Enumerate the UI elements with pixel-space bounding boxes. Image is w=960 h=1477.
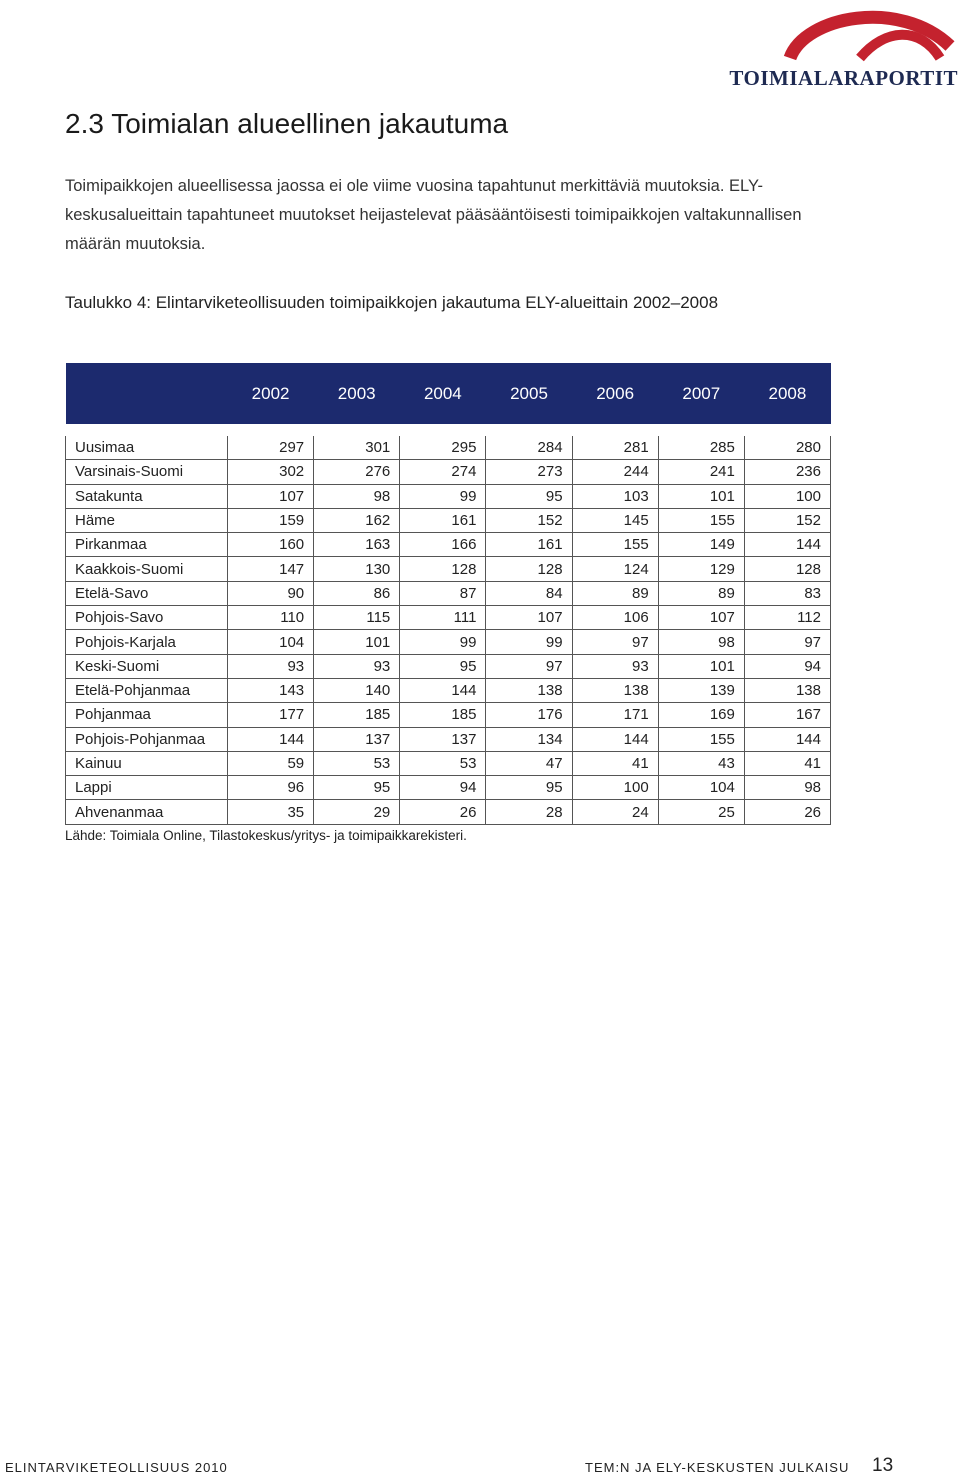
value-cell: 26 (400, 800, 486, 824)
region-cell: Uusimaa (66, 430, 228, 460)
year-header: 2003 (314, 363, 400, 430)
region-cell: Etelä-Savo (66, 581, 228, 605)
value-cell: 297 (228, 430, 314, 460)
value-cell: 128 (486, 557, 572, 581)
value-cell: 107 (228, 484, 314, 508)
value-cell: 241 (658, 460, 744, 484)
value-cell: 281 (572, 430, 658, 460)
value-cell: 144 (744, 727, 830, 751)
value-cell: 96 (228, 776, 314, 800)
value-cell: 111 (400, 606, 486, 630)
value-cell: 93 (572, 654, 658, 678)
table-row (66, 460, 831, 484)
value-cell: 101 (658, 654, 744, 678)
value-cell: 129 (658, 557, 744, 581)
value-cell: 89 (658, 581, 744, 605)
value-cell: 185 (314, 703, 400, 727)
logo-text: TOIMIALARAPORTIT (729, 66, 958, 90)
value-cell: 134 (486, 727, 572, 751)
value-cell: 43 (658, 751, 744, 775)
value-cell: 98 (658, 630, 744, 654)
table-row (66, 751, 831, 775)
value-cell: 284 (486, 430, 572, 460)
table-row (66, 484, 831, 508)
region-cell: Kainuu (66, 751, 228, 775)
value-cell: 161 (486, 533, 572, 557)
region-cell: Etelä-Pohjanmaa (66, 678, 228, 702)
value-cell: 144 (572, 727, 658, 751)
value-cell: 104 (658, 776, 744, 800)
value-cell: 280 (744, 430, 830, 460)
value-cell: 100 (572, 776, 658, 800)
value-cell: 159 (228, 508, 314, 532)
region-cell: Pohjois-Pohjanmaa (66, 727, 228, 751)
value-cell: 176 (486, 703, 572, 727)
value-cell: 93 (228, 654, 314, 678)
table-row (66, 557, 831, 581)
table-body (66, 430, 831, 824)
region-cell: Ahvenanmaa (66, 800, 228, 824)
value-cell: 171 (572, 703, 658, 727)
value-cell: 140 (314, 678, 400, 702)
value-cell: 90 (228, 581, 314, 605)
value-cell: 95 (314, 776, 400, 800)
region-cell: Keski-Suomi (66, 654, 228, 678)
value-cell: 274 (400, 460, 486, 484)
value-cell: 29 (314, 800, 400, 824)
red-arc-emblem-icon (750, 6, 960, 62)
value-cell: 98 (744, 776, 830, 800)
year-header: 2004 (400, 363, 486, 430)
table-header (66, 363, 831, 430)
value-cell: 138 (572, 678, 658, 702)
value-cell: 163 (314, 533, 400, 557)
value-cell: 143 (228, 678, 314, 702)
value-cell: 41 (572, 751, 658, 775)
header-corner-cell (66, 363, 228, 430)
value-cell: 276 (314, 460, 400, 484)
value-cell: 107 (486, 606, 572, 630)
value-cell: 144 (228, 727, 314, 751)
value-cell: 53 (400, 751, 486, 775)
footer-publication-title: ELINTARVIKETEOLLISUUS 2010 (5, 1460, 228, 1475)
value-cell: 236 (744, 460, 830, 484)
value-cell: 25 (658, 800, 744, 824)
value-cell: 95 (400, 654, 486, 678)
value-cell: 155 (658, 508, 744, 532)
value-cell: 145 (572, 508, 658, 532)
year-header: 2008 (744, 363, 830, 430)
value-cell: 301 (314, 430, 400, 460)
value-cell: 167 (744, 703, 830, 727)
value-cell: 87 (400, 581, 486, 605)
value-cell: 166 (400, 533, 486, 557)
value-cell: 28 (486, 800, 572, 824)
region-cell: Pirkanmaa (66, 533, 228, 557)
value-cell: 99 (400, 484, 486, 508)
value-cell: 86 (314, 581, 400, 605)
value-cell: 149 (658, 533, 744, 557)
region-cell: Satakunta (66, 484, 228, 508)
value-cell: 89 (572, 581, 658, 605)
value-cell: 177 (228, 703, 314, 727)
value-cell: 106 (572, 606, 658, 630)
value-cell: 161 (400, 508, 486, 532)
value-cell: 137 (314, 727, 400, 751)
value-cell: 101 (658, 484, 744, 508)
table-row (66, 800, 831, 824)
table-row (66, 606, 831, 630)
region-cell: Pohjanmaa (66, 703, 228, 727)
region-cell: Pohjois-Karjala (66, 630, 228, 654)
value-cell: 128 (400, 557, 486, 581)
value-cell: 98 (314, 484, 400, 508)
value-cell: 94 (400, 776, 486, 800)
value-cell: 169 (658, 703, 744, 727)
value-cell: 162 (314, 508, 400, 532)
table-row (66, 533, 831, 557)
value-cell: 24 (572, 800, 658, 824)
value-cell: 160 (228, 533, 314, 557)
table-row (66, 581, 831, 605)
value-cell: 144 (400, 678, 486, 702)
table-row (66, 703, 831, 727)
page-number: 13 (872, 1455, 894, 1476)
value-cell: 115 (314, 606, 400, 630)
value-cell: 124 (572, 557, 658, 581)
value-cell: 139 (658, 678, 744, 702)
value-cell: 144 (744, 533, 830, 557)
table-row (66, 776, 831, 800)
value-cell: 53 (314, 751, 400, 775)
table-row (66, 508, 831, 532)
value-cell: 95 (486, 484, 572, 508)
value-cell: 99 (400, 630, 486, 654)
value-cell: 147 (228, 557, 314, 581)
value-cell: 99 (486, 630, 572, 654)
value-cell: 94 (744, 654, 830, 678)
logo-arc-inner (860, 35, 940, 58)
value-cell: 273 (486, 460, 572, 484)
value-cell: 155 (658, 727, 744, 751)
year-header: 2002 (228, 363, 314, 430)
establishments-table (65, 363, 831, 825)
value-cell: 295 (400, 430, 486, 460)
value-cell: 138 (744, 678, 830, 702)
value-cell: 26 (744, 800, 830, 824)
value-cell: 138 (486, 678, 572, 702)
value-cell: 59 (228, 751, 314, 775)
value-cell: 97 (486, 654, 572, 678)
region-cell: Häme (66, 508, 228, 532)
table-row (66, 430, 831, 460)
value-cell: 103 (572, 484, 658, 508)
value-cell: 47 (486, 751, 572, 775)
value-cell: 130 (314, 557, 400, 581)
value-cell: 97 (744, 630, 830, 654)
value-cell: 112 (744, 606, 830, 630)
value-cell: 97 (572, 630, 658, 654)
section-title: 2.3 Toimialan alueellinen jakautuma (65, 108, 509, 139)
value-cell: 302 (228, 460, 314, 484)
value-cell: 101 (314, 630, 400, 654)
intro-paragraph: Toimipaikkojen alueellisessa jaossa ei ole viime vuosina tapahtunut merkittäviä muutoksia. ELY-keskusalueittain tapahtuneet muutokset heijastelevat pääsääntöisesti toimipaikkojen valtakunnallisen määrän muutoksia. (65, 177, 802, 253)
value-cell: 137 (400, 727, 486, 751)
publisher-logo (728, 6, 960, 90)
table-row (66, 654, 831, 678)
table-row (66, 630, 831, 654)
table-row (66, 727, 831, 751)
value-cell: 93 (314, 654, 400, 678)
value-cell: 100 (744, 484, 830, 508)
value-cell: 285 (658, 430, 744, 460)
year-header: 2005 (486, 363, 572, 430)
footer-publisher: TEM:N JA ELY-KESKUSTEN JULKAISU (585, 1460, 850, 1475)
value-cell: 104 (228, 630, 314, 654)
value-cell: 95 (486, 776, 572, 800)
source-note: Lähde: Toimiala Online, Tilastokeskus/yritys- ja toimipaikkarekisteri. (65, 828, 467, 843)
value-cell: 107 (658, 606, 744, 630)
value-cell: 155 (572, 533, 658, 557)
value-cell: 35 (228, 800, 314, 824)
value-cell: 84 (486, 581, 572, 605)
value-cell: 152 (486, 508, 572, 532)
region-cell: Pohjois-Savo (66, 606, 228, 630)
value-cell: 185 (400, 703, 486, 727)
table-caption: Taulukko 4: Elintarviketeollisuuden toimipaikkojen jakautuma ELY-alueittain 2002–2008 (65, 293, 719, 312)
year-header: 2006 (572, 363, 658, 430)
table-row (66, 678, 831, 702)
value-cell: 152 (744, 508, 830, 532)
value-cell: 110 (228, 606, 314, 630)
value-cell: 128 (744, 557, 830, 581)
value-cell: 244 (572, 460, 658, 484)
region-cell: Lappi (66, 776, 228, 800)
region-cell: Varsinais-Suomi (66, 460, 228, 484)
value-cell: 41 (744, 751, 830, 775)
year-header: 2007 (658, 363, 744, 430)
value-cell: 83 (744, 581, 830, 605)
region-cell: Kaakkois-Suomi (66, 557, 228, 581)
header-row (66, 363, 831, 430)
